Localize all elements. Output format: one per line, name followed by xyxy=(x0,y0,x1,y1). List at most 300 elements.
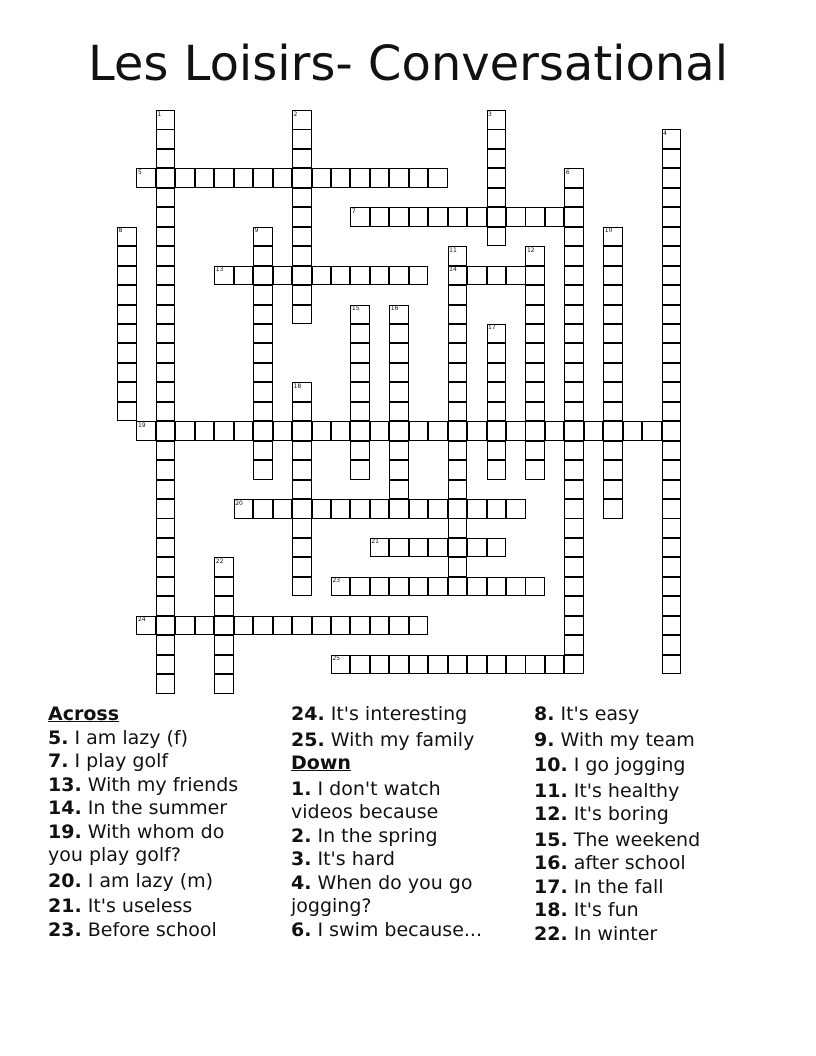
grid-cell[interactable] xyxy=(253,382,273,402)
grid-cell[interactable] xyxy=(292,499,312,519)
grid-cell[interactable] xyxy=(253,402,273,422)
grid-cell[interactable] xyxy=(564,518,584,538)
grid-cell[interactable] xyxy=(487,577,507,597)
grid-cell[interactable] xyxy=(448,499,468,519)
grid-cell[interactable] xyxy=(117,266,137,286)
grid-cell[interactable] xyxy=(525,577,545,597)
grid-cell[interactable] xyxy=(623,421,643,441)
grid-cell[interactable] xyxy=(292,616,312,636)
grid-cell[interactable] xyxy=(350,402,370,422)
grid-cell[interactable] xyxy=(117,285,137,305)
grid-cell[interactable] xyxy=(370,655,390,675)
grid-cell[interactable] xyxy=(428,538,448,558)
grid-cell[interactable] xyxy=(467,421,487,441)
grid-cell[interactable] xyxy=(195,168,215,188)
grid-cell[interactable] xyxy=(156,674,176,694)
grid-cell[interactable] xyxy=(350,499,370,519)
grid-cell[interactable] xyxy=(487,421,507,441)
grid-cell[interactable] xyxy=(448,538,468,558)
grid-cell[interactable] xyxy=(448,324,468,344)
grid-cell[interactable] xyxy=(525,343,545,363)
grid-cell[interactable] xyxy=(214,655,234,675)
grid-cell[interactable] xyxy=(564,441,584,461)
grid-cell[interactable] xyxy=(428,207,448,227)
grid-cell[interactable] xyxy=(448,441,468,461)
grid-cell[interactable] xyxy=(603,285,623,305)
grid-cell[interactable] xyxy=(253,616,273,636)
grid-cell[interactable] xyxy=(525,655,545,675)
grid-cell[interactable] xyxy=(428,499,448,519)
grid-cell[interactable] xyxy=(487,441,507,461)
grid-cell[interactable] xyxy=(117,324,137,344)
grid-cell[interactable] xyxy=(448,518,468,538)
grid-cell[interactable] xyxy=(214,616,234,636)
grid-cell[interactable] xyxy=(409,499,429,519)
grid-cell[interactable] xyxy=(662,616,682,636)
grid-cell[interactable] xyxy=(292,557,312,577)
grid-cell[interactable] xyxy=(156,616,176,636)
grid-cell[interactable] xyxy=(506,421,526,441)
grid-cell[interactable] xyxy=(292,518,312,538)
grid-cell[interactable] xyxy=(564,402,584,422)
grid-cell[interactable] xyxy=(156,635,176,655)
grid-cell[interactable] xyxy=(409,616,429,636)
grid-cell[interactable] xyxy=(506,207,526,227)
grid-cell[interactable] xyxy=(487,266,507,286)
grid-cell[interactable] xyxy=(117,246,137,266)
grid-cell[interactable] xyxy=(564,343,584,363)
grid-cell[interactable] xyxy=(214,635,234,655)
grid-cell[interactable] xyxy=(584,421,604,441)
grid-cell[interactable] xyxy=(662,188,682,208)
grid-cell[interactable] xyxy=(292,227,312,247)
grid-cell[interactable] xyxy=(156,149,176,169)
grid-cell[interactable] xyxy=(253,499,273,519)
grid-cell[interactable] xyxy=(662,168,682,188)
grid-cell[interactable] xyxy=(350,421,370,441)
grid-cell[interactable] xyxy=(662,343,682,363)
grid-cell[interactable] xyxy=(292,577,312,597)
grid-cell[interactable] xyxy=(292,246,312,266)
grid-cell[interactable] xyxy=(603,499,623,519)
grid-cell[interactable] xyxy=(214,168,234,188)
grid-cell[interactable] xyxy=(603,343,623,363)
grid-cell[interactable] xyxy=(253,168,273,188)
grid-cell[interactable] xyxy=(564,635,584,655)
grid-cell[interactable] xyxy=(487,363,507,383)
grid-cell[interactable] xyxy=(487,382,507,402)
grid-cell[interactable] xyxy=(312,266,332,286)
grid-cell[interactable] xyxy=(389,382,409,402)
grid-cell[interactable] xyxy=(564,188,584,208)
grid-cell[interactable] xyxy=(525,207,545,227)
grid-cell[interactable] xyxy=(156,266,176,286)
grid-cell[interactable] xyxy=(370,168,390,188)
grid-cell[interactable] xyxy=(525,441,545,461)
grid-cell[interactable] xyxy=(312,421,332,441)
grid-cell[interactable] xyxy=(467,577,487,597)
grid-cell[interactable] xyxy=(253,305,273,325)
grid-cell[interactable] xyxy=(662,499,682,519)
grid-cell[interactable] xyxy=(273,421,293,441)
grid-cell[interactable] xyxy=(428,577,448,597)
grid-cell[interactable] xyxy=(331,421,351,441)
grid-cell[interactable] xyxy=(662,577,682,597)
grid-cell[interactable] xyxy=(603,363,623,383)
grid-cell[interactable] xyxy=(487,129,507,149)
grid-cell[interactable] xyxy=(662,538,682,558)
grid-cell[interactable] xyxy=(156,480,176,500)
grid-cell[interactable] xyxy=(409,168,429,188)
grid-cell[interactable] xyxy=(253,343,273,363)
grid-cell[interactable] xyxy=(156,188,176,208)
grid-cell[interactable] xyxy=(525,460,545,480)
grid-cell[interactable] xyxy=(487,402,507,422)
grid-cell[interactable] xyxy=(525,324,545,344)
grid-cell[interactable] xyxy=(234,266,254,286)
grid-cell[interactable] xyxy=(156,557,176,577)
grid-cell[interactable] xyxy=(156,227,176,247)
grid-cell[interactable] xyxy=(331,616,351,636)
grid-cell[interactable] xyxy=(156,363,176,383)
grid-cell[interactable] xyxy=(487,149,507,169)
grid-cell[interactable] xyxy=(370,266,390,286)
grid-cell[interactable] xyxy=(564,285,584,305)
grid-cell[interactable] xyxy=(253,441,273,461)
grid-cell[interactable] xyxy=(156,285,176,305)
grid-cell[interactable] xyxy=(662,635,682,655)
grid-cell[interactable] xyxy=(662,363,682,383)
grid-cell[interactable] xyxy=(564,207,584,227)
grid-cell[interactable] xyxy=(564,499,584,519)
grid-cell[interactable] xyxy=(253,266,273,286)
grid-cell[interactable] xyxy=(409,538,429,558)
grid-cell[interactable] xyxy=(564,557,584,577)
grid-cell[interactable] xyxy=(448,557,468,577)
grid-cell[interactable] xyxy=(564,382,584,402)
grid-cell[interactable] xyxy=(214,577,234,597)
grid-cell[interactable] xyxy=(292,460,312,480)
grid-cell[interactable] xyxy=(273,266,293,286)
grid-cell[interactable] xyxy=(506,577,526,597)
grid-cell[interactable] xyxy=(564,460,584,480)
grid-cell[interactable] xyxy=(448,655,468,675)
grid-cell[interactable] xyxy=(448,460,468,480)
grid-cell[interactable] xyxy=(467,207,487,227)
grid-cell[interactable] xyxy=(662,460,682,480)
grid-cell[interactable] xyxy=(428,168,448,188)
grid-cell[interactable] xyxy=(117,305,137,325)
grid-cell[interactable] xyxy=(370,616,390,636)
grid-cell[interactable] xyxy=(487,188,507,208)
grid-cell[interactable] xyxy=(253,460,273,480)
grid-cell[interactable] xyxy=(448,305,468,325)
grid-cell[interactable] xyxy=(117,402,137,422)
grid-cell[interactable] xyxy=(603,324,623,344)
grid-cell[interactable] xyxy=(156,305,176,325)
grid-cell[interactable] xyxy=(603,441,623,461)
grid-cell[interactable] xyxy=(253,285,273,305)
grid-cell[interactable] xyxy=(662,441,682,461)
grid-cell[interactable] xyxy=(564,421,584,441)
grid-cell[interactable] xyxy=(117,363,137,383)
grid-cell[interactable] xyxy=(448,577,468,597)
grid-cell[interactable] xyxy=(564,596,584,616)
grid-cell[interactable] xyxy=(350,266,370,286)
grid-cell[interactable] xyxy=(448,285,468,305)
grid-cell[interactable] xyxy=(525,421,545,441)
grid-cell[interactable] xyxy=(389,421,409,441)
grid-cell[interactable] xyxy=(389,441,409,461)
grid-cell[interactable] xyxy=(292,129,312,149)
grid-cell[interactable] xyxy=(117,382,137,402)
grid-cell[interactable] xyxy=(448,382,468,402)
grid-cell[interactable] xyxy=(331,499,351,519)
grid-cell[interactable] xyxy=(389,577,409,597)
grid-cell[interactable] xyxy=(487,207,507,227)
grid-cell[interactable] xyxy=(564,363,584,383)
grid-cell[interactable] xyxy=(487,499,507,519)
grid-cell[interactable] xyxy=(234,421,254,441)
grid-cell[interactable] xyxy=(292,441,312,461)
grid-cell[interactable] xyxy=(487,460,507,480)
grid-cell[interactable] xyxy=(525,363,545,383)
grid-cell[interactable] xyxy=(662,557,682,577)
grid-cell[interactable] xyxy=(350,382,370,402)
grid-cell[interactable] xyxy=(662,382,682,402)
grid-cell[interactable] xyxy=(603,480,623,500)
grid-cell[interactable] xyxy=(662,518,682,538)
grid-cell[interactable] xyxy=(350,343,370,363)
grid-cell[interactable] xyxy=(195,616,215,636)
grid-cell[interactable] xyxy=(409,207,429,227)
grid-cell[interactable] xyxy=(409,577,429,597)
grid-cell[interactable] xyxy=(234,616,254,636)
grid-cell[interactable] xyxy=(156,402,176,422)
grid-cell[interactable] xyxy=(662,207,682,227)
grid-cell[interactable] xyxy=(292,402,312,422)
grid-cell[interactable] xyxy=(292,421,312,441)
grid-cell[interactable] xyxy=(467,266,487,286)
grid-cell[interactable] xyxy=(253,324,273,344)
grid-cell[interactable] xyxy=(292,149,312,169)
grid-cell[interactable] xyxy=(156,538,176,558)
grid-cell[interactable] xyxy=(389,460,409,480)
grid-cell[interactable] xyxy=(389,168,409,188)
grid-cell[interactable] xyxy=(487,227,507,247)
grid-cell[interactable] xyxy=(448,343,468,363)
grid-cell[interactable] xyxy=(175,168,195,188)
grid-cell[interactable] xyxy=(603,421,623,441)
grid-cell[interactable] xyxy=(156,421,176,441)
grid-cell[interactable] xyxy=(156,518,176,538)
grid-cell[interactable] xyxy=(156,207,176,227)
grid-cell[interactable] xyxy=(662,305,682,325)
grid-cell[interactable] xyxy=(448,207,468,227)
grid-cell[interactable] xyxy=(350,460,370,480)
grid-cell[interactable] xyxy=(603,382,623,402)
grid-cell[interactable] xyxy=(487,168,507,188)
grid-cell[interactable] xyxy=(603,460,623,480)
grid-cell[interactable] xyxy=(506,655,526,675)
grid-cell[interactable] xyxy=(506,266,526,286)
grid-cell[interactable] xyxy=(389,499,409,519)
grid-cell[interactable] xyxy=(525,305,545,325)
grid-cell[interactable] xyxy=(603,402,623,422)
grid-cell[interactable] xyxy=(117,343,137,363)
grid-cell[interactable] xyxy=(234,168,254,188)
grid-cell[interactable] xyxy=(525,266,545,286)
grid-cell[interactable] xyxy=(564,246,584,266)
grid-cell[interactable] xyxy=(156,324,176,344)
grid-cell[interactable] xyxy=(662,149,682,169)
grid-cell[interactable] xyxy=(448,480,468,500)
grid-cell[interactable] xyxy=(545,207,565,227)
grid-cell[interactable] xyxy=(409,421,429,441)
grid-cell[interactable] xyxy=(662,480,682,500)
grid-cell[interactable] xyxy=(564,305,584,325)
grid-cell[interactable] xyxy=(156,129,176,149)
grid-cell[interactable] xyxy=(448,402,468,422)
grid-cell[interactable] xyxy=(525,382,545,402)
grid-cell[interactable] xyxy=(156,441,176,461)
grid-cell[interactable] xyxy=(467,655,487,675)
grid-cell[interactable] xyxy=(487,538,507,558)
grid-cell[interactable] xyxy=(564,538,584,558)
grid-cell[interactable] xyxy=(350,168,370,188)
grid-cell[interactable] xyxy=(312,168,332,188)
grid-cell[interactable] xyxy=(312,616,332,636)
grid-cell[interactable] xyxy=(292,168,312,188)
grid-cell[interactable] xyxy=(292,285,312,305)
grid-cell[interactable] xyxy=(409,655,429,675)
grid-cell[interactable] xyxy=(253,421,273,441)
grid-cell[interactable] xyxy=(662,596,682,616)
grid-cell[interactable] xyxy=(487,343,507,363)
grid-cell[interactable] xyxy=(564,655,584,675)
grid-cell[interactable] xyxy=(389,402,409,422)
grid-cell[interactable] xyxy=(642,421,662,441)
grid-cell[interactable] xyxy=(389,324,409,344)
grid-cell[interactable] xyxy=(448,363,468,383)
grid-cell[interactable] xyxy=(564,266,584,286)
grid-cell[interactable] xyxy=(662,266,682,286)
across-clue: 7. I play golf xyxy=(48,750,169,772)
grid-cell[interactable] xyxy=(253,363,273,383)
grid-cell[interactable] xyxy=(370,207,390,227)
grid-cell[interactable] xyxy=(273,616,293,636)
grid-cell[interactable] xyxy=(273,499,293,519)
grid-cell[interactable] xyxy=(564,227,584,247)
grid-cell[interactable] xyxy=(156,596,176,616)
grid-cell[interactable] xyxy=(662,324,682,344)
grid-cell[interactable] xyxy=(175,616,195,636)
grid-cell[interactable] xyxy=(389,655,409,675)
grid-cell[interactable] xyxy=(156,655,176,675)
grid-cell[interactable] xyxy=(662,421,682,441)
grid-cell[interactable] xyxy=(156,499,176,519)
grid-cell[interactable] xyxy=(195,421,215,441)
grid-cell[interactable] xyxy=(487,655,507,675)
grid-cell[interactable] xyxy=(603,246,623,266)
grid-cell[interactable] xyxy=(350,616,370,636)
grid-cell[interactable] xyxy=(214,421,234,441)
grid-cell[interactable] xyxy=(389,538,409,558)
grid-cell[interactable] xyxy=(409,266,429,286)
grid-cell[interactable] xyxy=(662,402,682,422)
grid-cell[interactable] xyxy=(545,421,565,441)
grid-cell[interactable] xyxy=(525,285,545,305)
grid-cell[interactable] xyxy=(292,480,312,500)
grid-cell[interactable] xyxy=(292,266,312,286)
grid-cell[interactable] xyxy=(214,596,234,616)
grid-cell[interactable] xyxy=(603,305,623,325)
grid-cell[interactable] xyxy=(156,577,176,597)
grid-cell[interactable] xyxy=(389,207,409,227)
grid-cell[interactable] xyxy=(564,480,584,500)
grid-cell[interactable] xyxy=(545,655,565,675)
grid-cell[interactable] xyxy=(525,402,545,422)
grid-cell[interactable] xyxy=(662,227,682,247)
grid-cell[interactable] xyxy=(389,480,409,500)
grid-cell[interactable] xyxy=(389,363,409,383)
grid-cell[interactable] xyxy=(370,421,390,441)
down-clue: 11. It's healthy xyxy=(534,779,680,802)
grid-cell[interactable] xyxy=(350,655,370,675)
grid-cell[interactable] xyxy=(253,246,273,266)
grid-cell[interactable] xyxy=(506,499,526,519)
grid-cell[interactable] xyxy=(389,343,409,363)
grid-cell[interactable] xyxy=(156,460,176,480)
grid-cell[interactable] xyxy=(389,266,409,286)
grid-cell[interactable] xyxy=(603,266,623,286)
grid-cell[interactable] xyxy=(292,538,312,558)
across-clue: 19. With whom do you play golf? xyxy=(48,820,225,866)
grid-cell[interactable] xyxy=(350,324,370,344)
grid-cell[interactable] xyxy=(467,499,487,519)
grid-cell[interactable] xyxy=(331,266,351,286)
grid-cell[interactable] xyxy=(350,441,370,461)
grid-cell[interactable] xyxy=(156,168,176,188)
grid-cell[interactable] xyxy=(292,207,312,227)
grid-cell[interactable] xyxy=(389,616,409,636)
grid-cell[interactable] xyxy=(564,577,584,597)
grid-cell[interactable] xyxy=(214,674,234,694)
grid-cell[interactable] xyxy=(448,421,468,441)
grid-cell[interactable] xyxy=(156,246,176,266)
grid-cell[interactable] xyxy=(331,168,351,188)
grid-cell[interactable] xyxy=(370,499,390,519)
grid-cell[interactable] xyxy=(662,246,682,266)
grid-cell[interactable] xyxy=(292,188,312,208)
grid-cell[interactable] xyxy=(370,577,390,597)
grid-cell[interactable] xyxy=(273,168,293,188)
grid-cell[interactable] xyxy=(428,655,448,675)
grid-cell[interactable] xyxy=(350,363,370,383)
grid-cell[interactable] xyxy=(156,382,176,402)
grid-cell[interactable] xyxy=(467,538,487,558)
grid-cell[interactable] xyxy=(564,324,584,344)
grid-cell[interactable] xyxy=(662,655,682,675)
grid-cell[interactable] xyxy=(662,285,682,305)
grid-cell[interactable] xyxy=(292,305,312,325)
grid-cell[interactable] xyxy=(312,499,332,519)
grid-cell[interactable] xyxy=(350,577,370,597)
grid-cell[interactable] xyxy=(156,343,176,363)
grid-cell[interactable] xyxy=(428,421,448,441)
grid-cell[interactable] xyxy=(175,421,195,441)
grid-cell[interactable] xyxy=(564,616,584,636)
